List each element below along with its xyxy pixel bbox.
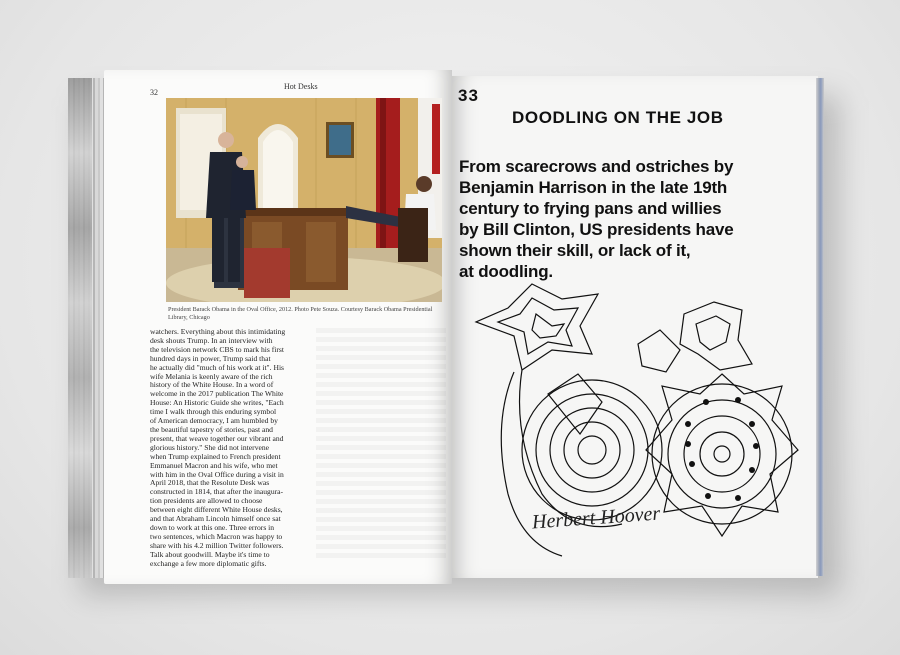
running-head: Hot Desks — [284, 82, 318, 91]
body-text: watchers. Everything about this intimidating desk shouts Trump. In an interview with the television network CBS to mark his first hundred days in power, Trump said that he actually did "much of his work at it". His wife Melania is keenly aware of the rich history of the White House. In a word of welcome in the 2017 publication The White House: An Historic Guide she writes, "Each time I walk through this enduring symbol of American democracy, I am humbled by the beautiful tapestry of stories, past and present, that weave together our vibrant and glorious history." She did not intervene when Trump explained to French president Emmanuel Macron and his wife, who met with him in the Oval Office during a visit in April 2018, that the Resolute Desk was constructed in 1814, that after the inaugura- tion presidents are allowed to choose between eight different White House desks, and that Abraham Lincoln himself once sat down to work at this one. Three errors in two sentences, which Macron was happy to share with his 4.2 million Twitter followers. Talk about goodwill. Maybe it's time to exchange a few more diplomatic gifts. — [150, 327, 286, 568]
page-edge-strip — [68, 78, 92, 578]
show-through-text — [316, 328, 446, 558]
hoover-doodle — [452, 274, 818, 574]
page-number-left: 32 — [150, 88, 158, 97]
left-page — [104, 70, 452, 584]
headline: DOODLING ON THE JOB — [512, 108, 724, 127]
signature: Herbert Hoover — [531, 502, 661, 534]
photo-caption: President Barack Obama in the Oval Office, 2012. Photo Pete Souza. Courtesy Barack Obama Presidential Library, Chicago — [168, 306, 433, 321]
right-page — [452, 76, 818, 578]
page-edge-right — [816, 78, 824, 576]
deck-text: From scarecrows and ostriches by Benjamin Harrison in the late 19th century to frying pans and willies by Bill Clinton, US presidents have shown their skill, or lack of it, at doodling. — [459, 157, 734, 281]
page-number-right: 33 — [458, 86, 479, 105]
photo-illustration — [166, 98, 442, 302]
oval-office-photo — [166, 98, 442, 302]
